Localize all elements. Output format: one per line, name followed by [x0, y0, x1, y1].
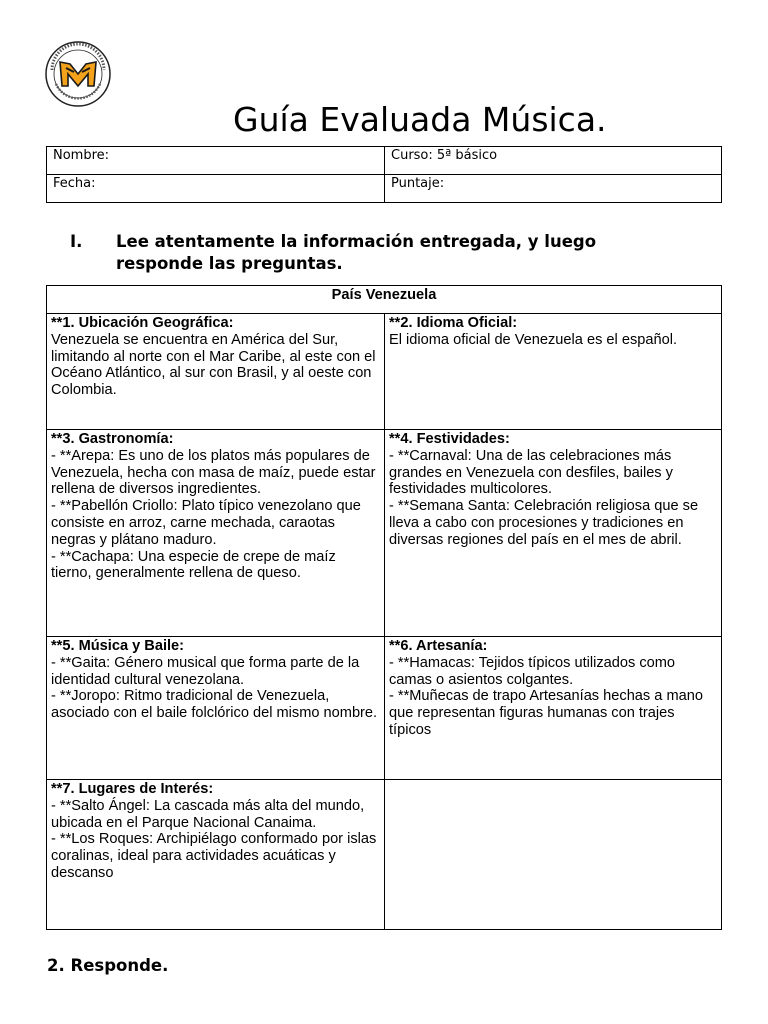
cell-artesania	[385, 637, 722, 780]
cell-title: **3. Gastronomía:	[51, 431, 174, 447]
cell-line: - **Los Roques: Archipiélago conformado por islas coralinas, ideal para actividades acuáticas y descanso	[51, 831, 377, 881]
instruction-number: I.	[70, 232, 83, 251]
student-info-table	[46, 146, 722, 203]
cell-lugares	[47, 780, 385, 930]
cell-gastronomia	[47, 430, 385, 637]
cell-title: **7. Lugares de Interés:	[51, 781, 214, 797]
cell-line: Venezuela se encuentra en América del Sur, limitando al norte con el Mar Caribe, al este con el Océano Atlántico, al sur con Brasil, y al oeste con Colombia.	[51, 331, 376, 399]
cell-line: - **Pabellón Criollo: Plato típico venezolano que consiste en arroz, carne mechada, caraotas negras y plátano maduro.	[51, 498, 361, 548]
cell-line: - **Gaita: Género musical que forma parte de la identidad cultural venezolana.	[51, 654, 360, 688]
cell-line: - **Joropo: Ritmo tradicional de Venezuela, asociado con el baile folclórico del mismo nombre.	[51, 688, 378, 722]
cell-idioma	[385, 314, 722, 430]
venezuela-info-table	[46, 285, 722, 930]
cell-line: - **Hamacas: Tejidos típicos utilizados como camas o asientos colgantes.	[389, 654, 676, 688]
cell-line: - **Cachapa: Una especie de crepe de maíz tierno, generalmente rellena de queso.	[51, 548, 336, 582]
cell-musica	[47, 637, 385, 780]
curso-field[interactable]: Curso: 5ª básico	[385, 147, 722, 175]
cell-empty	[385, 780, 722, 930]
cell-title: **6. Artesanía:	[389, 638, 488, 654]
cell-title: **1. Ubicación Geográfica:	[51, 315, 234, 331]
nombre-field[interactable]: Nombre:	[47, 147, 385, 175]
page-title: Guía Evaluada Música.	[233, 100, 607, 139]
cell-line: - **Arepa: Es uno de los platos más populares de Venezuela, hecha con masa de maíz, puede estar rellena de diversos ingredientes.	[51, 447, 376, 498]
cell-title: **4. Festividades:	[389, 431, 510, 447]
cell-ubicacion	[47, 314, 385, 430]
puntaje-field[interactable]: Puntaje:	[385, 175, 722, 203]
instruction-text: Lee atentamente la información entregada, y luego responde las preguntas.	[116, 232, 597, 273]
cell-festividades	[385, 430, 722, 637]
cell-line: - **Carnaval: Una de las celebraciones más grandes en Venezuela con desfiles, bailes y festividades multicolores.	[389, 447, 673, 498]
section-2-heading: 2. Responde.	[47, 956, 169, 975]
cell-line: - **Muñecas de trapo Artesanías hechas a mano que representan figuras humanas con trajes típicos	[389, 688, 703, 738]
table-header: País Venezuela	[47, 286, 722, 314]
cell-line: - **Semana Santa: Celebración religiosa que se lleva a cabo con procesiones y tradiciones en diversas regiones del país en el mes de abril.	[389, 498, 699, 548]
cell-title: **5. Música y Baile:	[51, 638, 185, 654]
school-logo	[44, 40, 112, 108]
cell-line: - **Salto Ángel: La cascada más alta del mundo, ubicada en el Parque Nacional Canaima.	[51, 797, 365, 831]
fecha-field[interactable]: Fecha:	[47, 175, 385, 203]
cell-line: El idioma oficial de Venezuela es el español.	[389, 331, 678, 348]
cell-title: **2. Idioma Oficial:	[389, 315, 518, 331]
